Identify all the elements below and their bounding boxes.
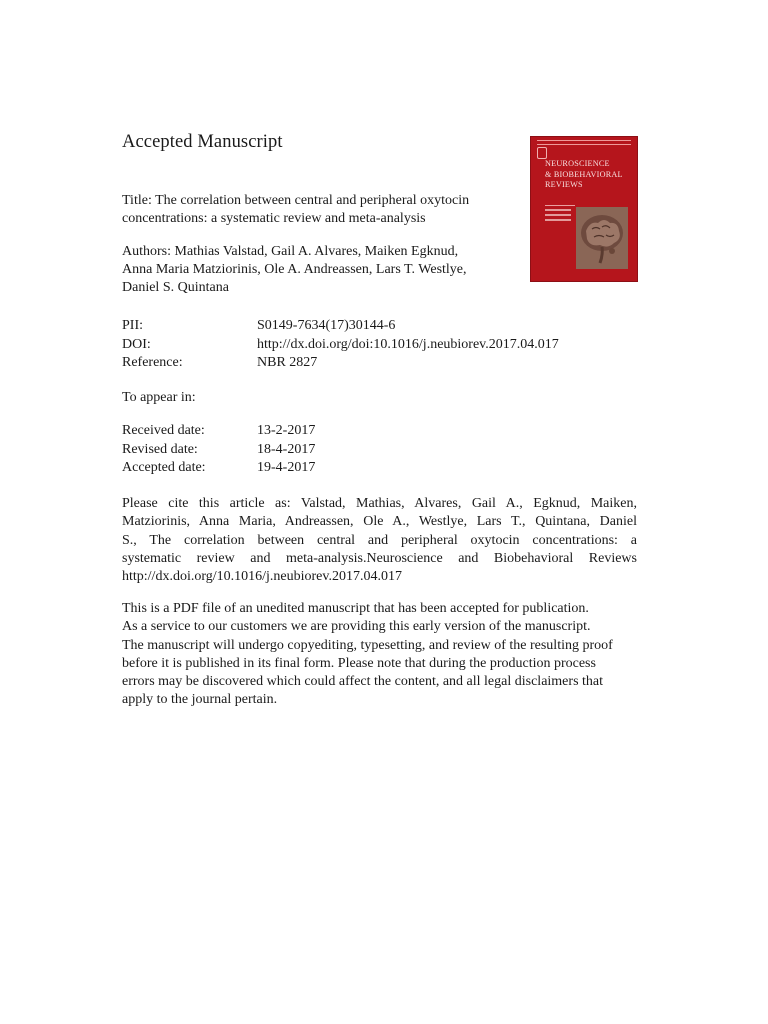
revised-date-value: 18-4-2017 <box>257 441 316 457</box>
cover-brain-artwork <box>576 207 628 269</box>
to-appear-in: To appear in: <box>122 390 196 405</box>
pii-label: PII: <box>122 318 143 333</box>
citation-line: systematic review and meta-analysis.Neuroscience and Biobehavioral Reviews <box>122 550 637 566</box>
reference-value: NBR 2827 <box>257 355 318 370</box>
cover-journal-title <box>545 159 637 191</box>
identifiers-block <box>122 317 559 373</box>
article-title <box>122 192 502 228</box>
article-authors <box>122 243 502 297</box>
title-line: concentrations: a systematic review and meta-analysis <box>122 211 426 226</box>
title-line: Title: The correlation between central and peripheral oxytocin <box>122 193 470 208</box>
doi-row <box>122 336 559 355</box>
brain-illustration-icon <box>576 207 628 269</box>
disclaimer-paragraph <box>122 600 637 710</box>
revised-date-row <box>122 441 315 460</box>
publisher-logo-icon <box>537 147 547 159</box>
accepted-date-value: 19-4-2017 <box>257 460 316 475</box>
authors-line: Daniel S. Quintana <box>122 280 229 295</box>
pii-value: S0149-7634(17)30144-6 <box>257 318 396 333</box>
reference-row <box>122 354 559 373</box>
disclaimer-line: apply to the journal pertain. <box>122 692 278 708</box>
reference-label: Reference: <box>122 355 183 370</box>
received-date-value: 13-2-2017 <box>257 423 316 438</box>
cover-journal-line: & BIOBEHAVIORAL <box>545 169 623 179</box>
citation-paragraph <box>122 495 637 586</box>
disclaimer-line: As a service to our customers we are providing this early version of the manuscript. <box>122 619 591 635</box>
citation-line: Please cite this article as: Valstad, Mathias, Alvares, Gail A., Egknud, Maiken, <box>122 496 637 511</box>
page-heading: Accepted Manuscript <box>122 132 283 152</box>
received-date-label: Received date: <box>122 423 205 438</box>
accepted-date-row <box>122 459 315 478</box>
authors-line: Anna Maria Matziorinis, Ole A. Andreassen, Lars T. Westlye, <box>122 262 467 277</box>
disclaimer-line: errors may be discovered which could affect the content, and all legal disclaimers that <box>122 674 604 690</box>
journal-cover-image <box>530 136 638 282</box>
doi-label: DOI: <box>122 336 151 352</box>
cover-journal-line: NEUROSCIENCE <box>545 159 610 168</box>
disclaimer-line: This is a PDF file of an unedited manuscript that has been accepted for publication. <box>122 601 589 616</box>
citation-line: Matziorinis, Anna Maria, Andreassen, Ole A., Westlye, Lars T., Quintana, Daniel <box>122 514 637 530</box>
doi-link[interactable]: http://dx.doi.org/doi:10.1016/j.neubiorev.2017.04.017 <box>257 336 559 352</box>
cover-editors-block <box>545 205 575 222</box>
citation-line: S., The correlation between central and peripheral oxytocin concentrations: a <box>122 532 637 548</box>
pii-row <box>122 317 559 336</box>
authors-line: Authors: Mathias Valstad, Gail A. Alvares, Maiken Egknud, <box>122 244 459 259</box>
dates-block <box>122 422 315 478</box>
accepted-date-label: Accepted date: <box>122 460 206 475</box>
citation-doi-link[interactable]: http://dx.doi.org/10.1016/j.neubiorev.2017.04.017 <box>122 569 402 585</box>
disclaimer-line: before it is published in its final form. Please note that during the production process <box>122 655 596 671</box>
revised-date-label: Revised date: <box>122 441 198 457</box>
disclaimer-line: The manuscript will undergo copyediting, typesetting, and review of the resulting proof <box>122 637 613 653</box>
cover-journal-line: REVIEWS <box>545 180 583 189</box>
cover-top-rule <box>537 140 631 145</box>
received-date-row <box>122 422 315 441</box>
